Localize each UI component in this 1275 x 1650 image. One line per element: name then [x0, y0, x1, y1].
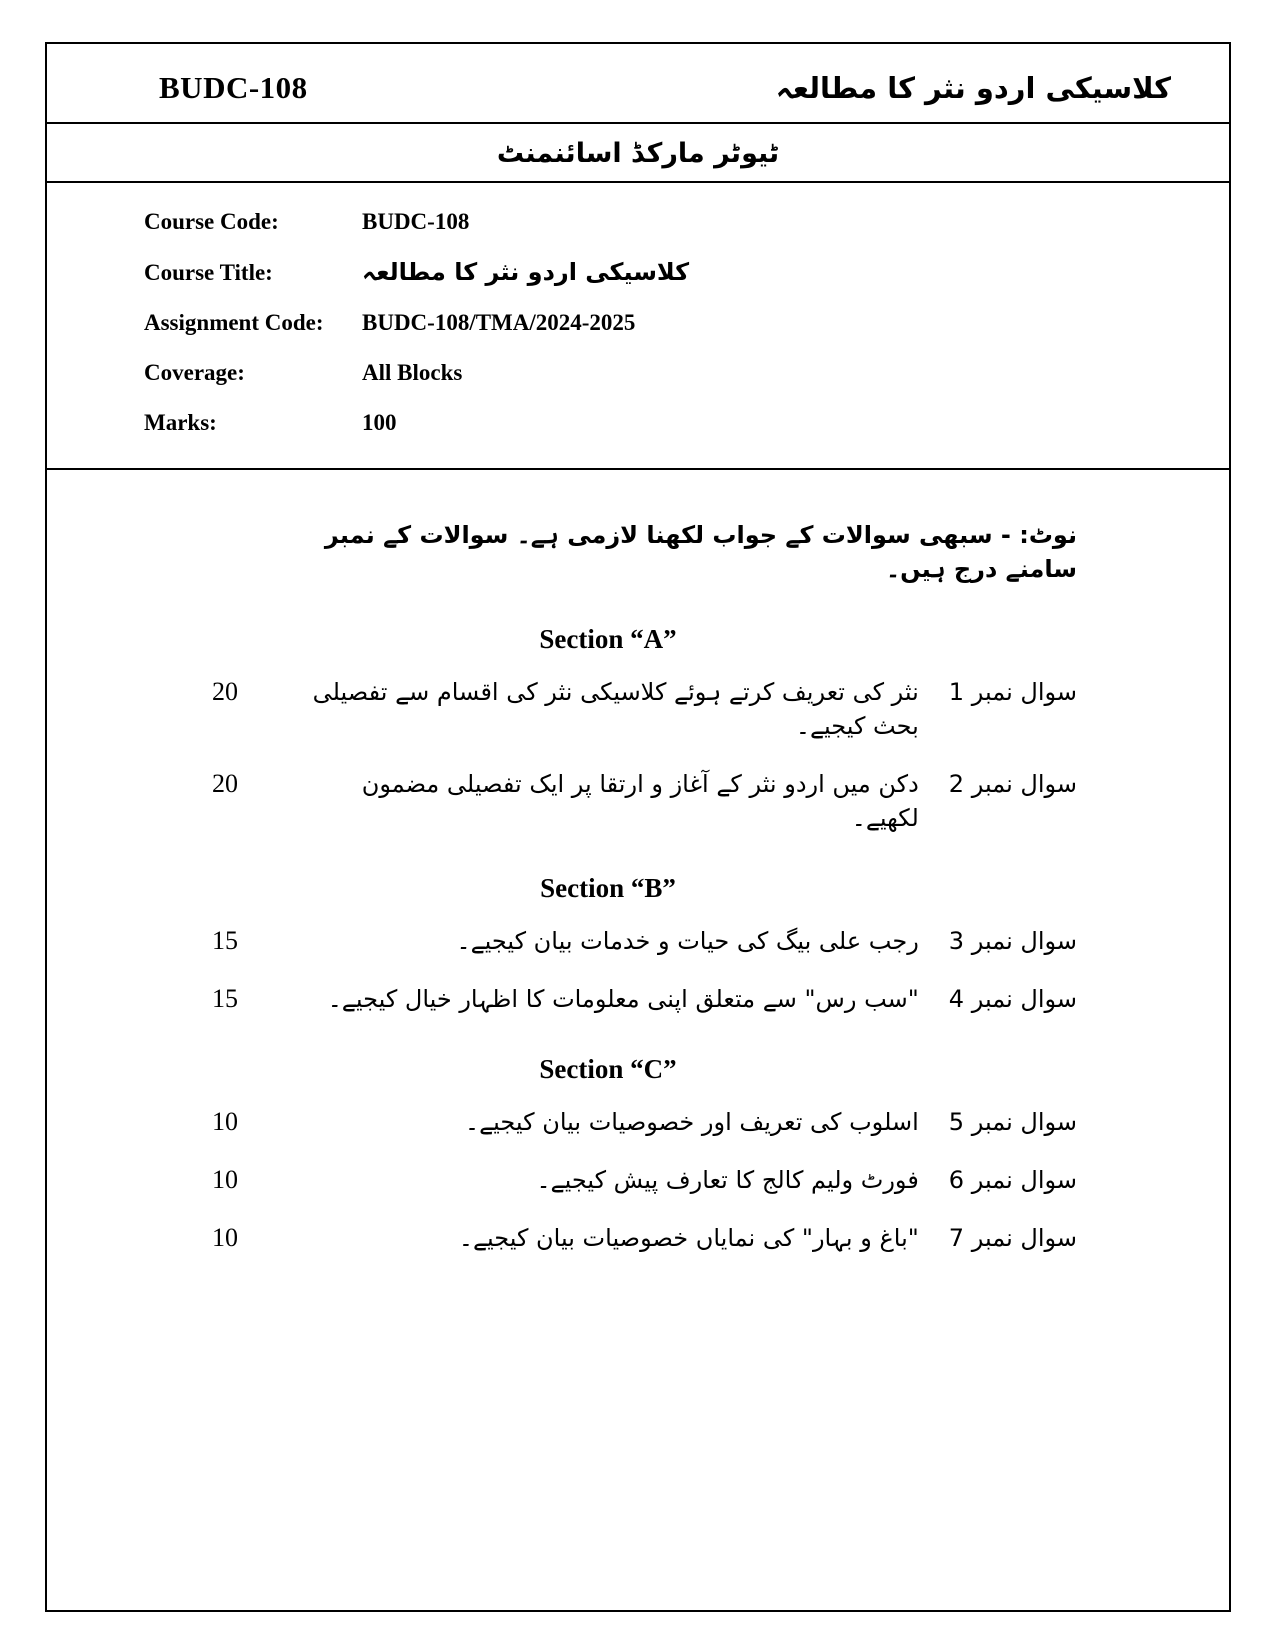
question-body — [302, 1163, 1077, 1197]
question-row-2 — [47, 767, 1229, 835]
detail-label: Marks: — [144, 410, 217, 435]
question-text: فورٹ ولیم کالج کا تعارف پیش کیجیے۔ — [536, 1166, 919, 1194]
page-header — [47, 44, 1229, 122]
question-body — [302, 767, 1077, 835]
detail-row-coverage — [144, 358, 1229, 388]
horizontal-rule-3 — [47, 468, 1229, 470]
question-text: رجب علی بیگ کی حیات و خدمات بیان کیجیے۔ — [456, 927, 919, 955]
question-text: نثر کی تعریف کرتے ہوئے کلاسیکی نثر کی اقسام سے تفصیلی بحث کیجیے۔ — [312, 678, 919, 740]
detail-row-course-title — [144, 257, 1229, 288]
detail-row-course-code — [144, 207, 1229, 237]
detail-label: Assignment Code: — [144, 310, 324, 335]
detail-row-assignment-code — [144, 308, 1229, 338]
section-b-title: Section “B” — [540, 873, 676, 903]
marks-value: 15 — [212, 926, 238, 955]
marks-value: 10 — [212, 1223, 238, 1252]
instructions-note: نوٹ: - سبھی سوالات کے جواب لکھنا لازمی ہے۔ سوالات کے نمبر سامنے درج ہیں۔ — [324, 521, 1077, 583]
header-course-title-urdu: کلاسیکی اردو نثر کا مطالعہ — [775, 71, 1171, 105]
marks-value: 20 — [212, 677, 238, 706]
question-number: سوال نمبر 5 — [948, 1108, 1077, 1136]
question-text: "سب رس" سے متعلق اپنی معلومات کا اظہار خیال کیجیے۔ — [327, 985, 919, 1013]
question-body — [302, 1105, 1077, 1139]
detail-value: 100 — [362, 410, 397, 435]
question-number: سوال نمبر 2 — [948, 770, 1077, 798]
page-border — [45, 42, 1231, 1612]
detail-value: BUDC-108 — [362, 209, 470, 234]
question-row-7 — [47, 1221, 1229, 1255]
course-details — [47, 183, 1229, 468]
marks-value: 10 — [212, 1107, 238, 1136]
question-text: دکن میں اردو نثر کے آغاز و ارتقا پر ایک تفصیلی مضمون لکھیے۔ — [361, 770, 919, 832]
question-number: سوال نمبر 7 — [948, 1224, 1077, 1252]
question-body — [302, 675, 1077, 743]
detail-value: All Blocks — [362, 360, 463, 385]
detail-label: Coverage: — [144, 360, 245, 385]
question-body — [302, 924, 1077, 958]
detail-row-marks — [144, 408, 1229, 438]
question-row-4 — [47, 982, 1229, 1016]
assignment-heading: ٹیوٹر مارکڈ اسائنمنٹ — [496, 138, 780, 169]
detail-value-urdu: کلاسیکی اردو نثر کا مطالعہ — [362, 258, 690, 286]
section-c-title: Section “C” — [539, 1054, 677, 1084]
detail-value: BUDC-108/TMA/2024-2025 — [362, 310, 636, 335]
question-row-6 — [47, 1163, 1229, 1197]
question-number: سوال نمبر 4 — [948, 985, 1077, 1013]
header-course-code: BUDC-108 — [159, 70, 308, 105]
question-row-3 — [47, 924, 1229, 958]
question-number: سوال نمبر 6 — [948, 1166, 1077, 1194]
detail-label: Course Code: — [144, 209, 279, 234]
marks-value: 10 — [212, 1165, 238, 1194]
question-text: "باغ و بہار" کی نمایاں خصوصیات بیان کیجیے۔ — [458, 1224, 919, 1252]
question-row-1 — [47, 675, 1229, 743]
detail-label: Course Title: — [144, 260, 273, 285]
section-a-title: Section “A” — [539, 624, 677, 654]
marks-value: 20 — [212, 769, 238, 798]
question-number: سوال نمبر 3 — [948, 927, 1077, 955]
question-number: سوال نمبر 1 — [948, 678, 1077, 706]
marks-value: 15 — [212, 984, 238, 1013]
question-text: اسلوب کی تعریف اور خصوصیات بیان کیجیے۔ — [465, 1108, 919, 1136]
question-row-5 — [47, 1105, 1229, 1139]
question-body — [302, 1221, 1077, 1255]
question-body — [302, 982, 1077, 1016]
